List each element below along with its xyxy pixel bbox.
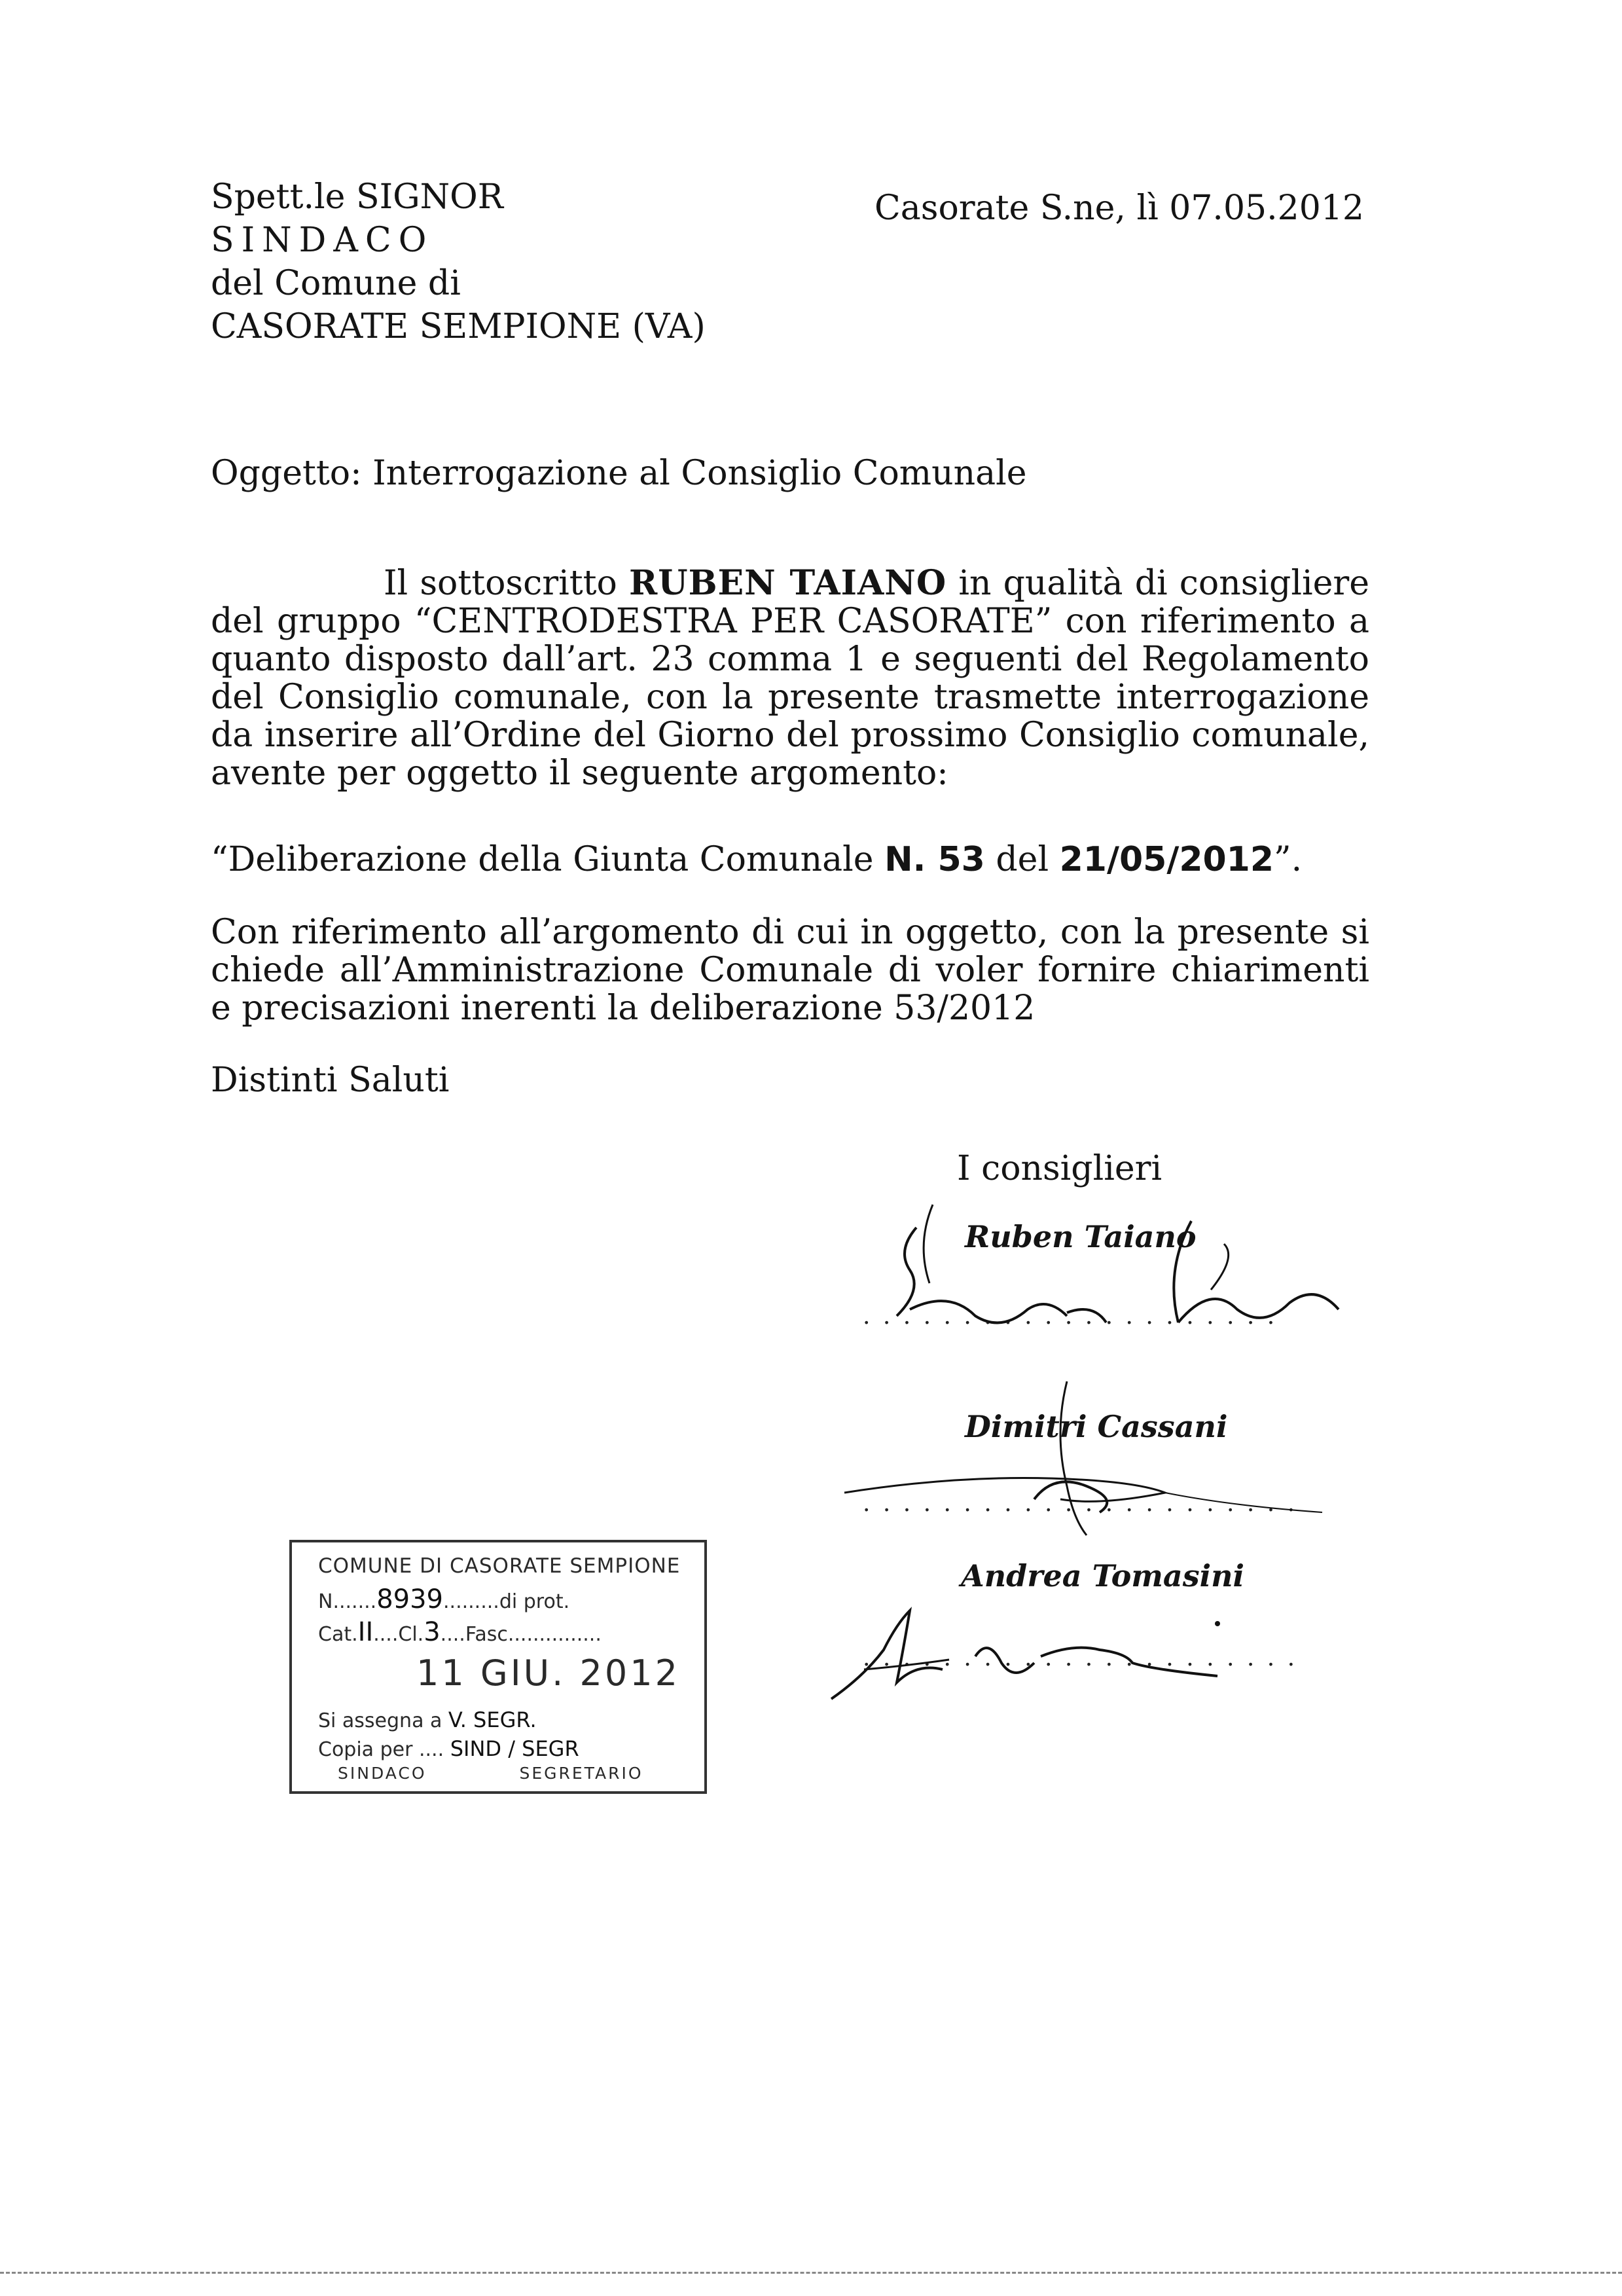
author-name: RUBEN TAIANO [629, 563, 947, 603]
para1-post: in qualità di consigliere del gruppo “CENTRODESTRA PER CASORATE” con riferimento a quanto disposto dall’art. 23 comma 1 e seguenti del Regolamento del Consiglio comunale, con la presente trasmette interrogazione da inserire all’Ordine del Giorno del prossimo Consiglio comunale, avente per oggetto il seguente argomento: [211, 564, 1369, 793]
delib-date: 21/05/2012 [1059, 840, 1274, 879]
stamp-cat-label: Cat. [318, 1623, 358, 1646]
delib-pre: “Deliberazione della Giunta Comunale [211, 840, 885, 879]
signature-dotted-line-1: . . . . . . . . . . . . . . . . . . . . . [863, 1303, 1278, 1330]
body-paragraph-2: Con riferimento all’argomento di cui in oggetto, con la presente si chiede all’Amministrazione Comunale di voler fornire chiarimenti e precisazioni inerenti la deliberazione 53/2012 [211, 913, 1369, 1028]
stamp-protocol-row: N.......8939.........di prot. [318, 1584, 570, 1614]
closing-greeting: Distinti Saluti [211, 1061, 450, 1100]
signature-dotted-line-2: . . . . . . . . . . . . . . . . . . . . . . [863, 1490, 1298, 1517]
stamp-n-label: N. [318, 1590, 339, 1613]
stamp-copy-row: Copia per .... SIND / SEGR [318, 1736, 579, 1761]
deliberation-reference [211, 840, 1302, 879]
recipient-address [211, 175, 706, 348]
signer-name-2: Dimitri Cassani [965, 1409, 1228, 1444]
protocol-stamp [289, 1540, 707, 1794]
recipient-line-2: SINDACO [211, 221, 434, 260]
delib-post: ”. [1274, 840, 1303, 879]
stamp-cl-label: Cl. [398, 1623, 424, 1646]
signer-name-3: Andrea Tomasini [961, 1558, 1245, 1594]
handwritten-signature-2 [838, 1375, 1335, 1539]
stamp-n-value: 8939 [376, 1584, 443, 1614]
letter-subject: Oggetto: Interrogazione al Consiglio Comunale [211, 454, 1027, 493]
stamp-footer-right: SEGRETARIO [519, 1764, 643, 1783]
stamp-assign-row [318, 1707, 537, 1732]
recipient-line-1: Spett.le SIGNOR [211, 177, 503, 217]
stamp-cl-value: 3 [424, 1617, 441, 1647]
stamp-fasc-label: Fasc. [465, 1623, 514, 1646]
body-paragraph-1 [211, 564, 1369, 792]
recipient-line-3: del Comune di [211, 264, 461, 303]
page-bottom-edge [0, 2272, 1622, 2276]
stamp-prot-label: di prot. [499, 1590, 570, 1613]
recipient-line-4: CASORATE SEMPIONE (VA) [211, 307, 706, 346]
stamp-cat-value: II [357, 1617, 374, 1647]
para1-pre: Il sottoscritto [384, 564, 630, 603]
stamp-date: 11 GIU. 2012 [416, 1652, 680, 1694]
handwritten-signature-3 [825, 1578, 1283, 1709]
stamp-copia-value: SIND / SEGR [450, 1736, 579, 1761]
handwritten-signature-1 [871, 1192, 1342, 1342]
stamp-footer-left: SINDACO [338, 1764, 427, 1783]
stamp-classification-row: Cat.II....Cl.3....Fasc............... [318, 1617, 602, 1647]
stamp-copia-label: Copia per [318, 1738, 413, 1761]
letter-date: Casorate S.ne, lì 07.05.2012 [874, 189, 1364, 228]
stamp-footer [338, 1764, 643, 1783]
signatures-heading: I consiglieri [957, 1149, 1162, 1188]
delib-number: N. 53 [884, 840, 985, 879]
stamp-office: COMUNE DI CASORATE SEMPIONE [318, 1554, 681, 1578]
stamp-assegna-label: Si assegna a [318, 1709, 442, 1732]
stamp-assegna-value: V. SEGR. [448, 1707, 537, 1732]
signer-name-1: Ruben Taiano [965, 1219, 1197, 1254]
signature-dotted-line-3: . . . . . . . . . . . . . . . . . . . . . . [863, 1645, 1298, 1671]
delib-mid: del [984, 840, 1060, 879]
